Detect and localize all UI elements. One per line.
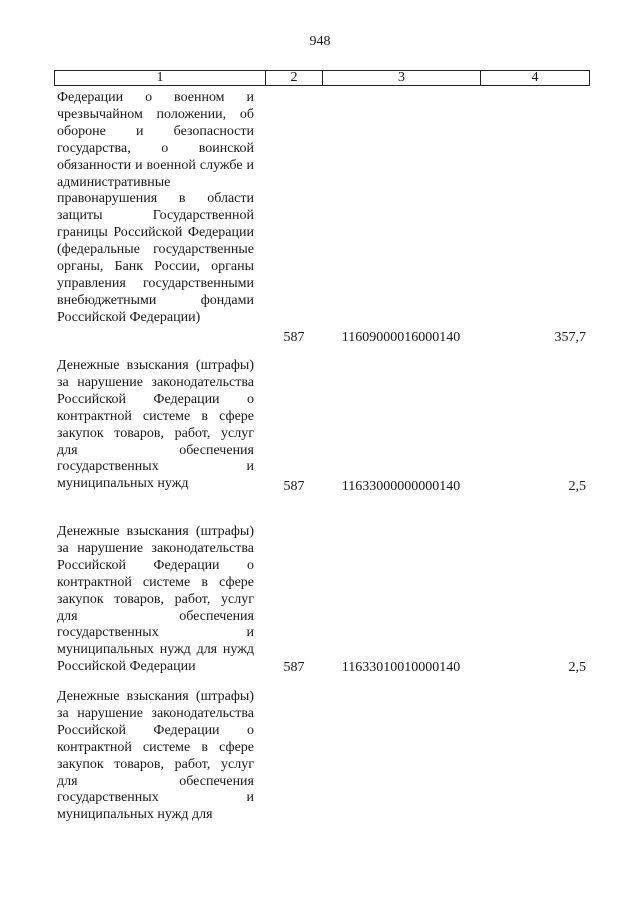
column-header-1: 1 <box>156 70 164 85</box>
column-header-row <box>54 70 590 86</box>
row-revenue-code: 11633010010000140 <box>341 660 461 675</box>
row-description: Федерации о военном и чрезвычайном положении, об обороне и безопасности государства, о воинской обязанности и военной службе и административные правонарушения в области защиты Государственной границы Российской Федерации (федеральные государственные органы, Банк России, органы управления государственными внебюджетными фондами Российской Федерации) <box>57 90 254 325</box>
row-revenue-code: 11633000000000140 <box>341 479 461 494</box>
row-description: Денежные взыскания (штрафы) за нарушение законодательства Российской Федерации о контрактной системе в сфере закупок товаров, работ, услуг для обеспечения государственных и муниципальных нужд для <box>57 689 254 823</box>
column-header-4: 4 <box>531 70 539 85</box>
column-header-2: 2 <box>290 70 298 85</box>
column-header-3: 3 <box>398 70 405 85</box>
row-admin-code: 587 <box>283 330 305 345</box>
row-admin-code: 587 <box>283 660 305 675</box>
row-description: Денежные взыскания (штрафы) за нарушение законодательства Российской Федерации о контрактной системе в сфере закупок товаров, работ, услуг для обеспечения государственных и муниципальных нужд для нужд Российской Федерации <box>57 524 254 675</box>
row-amount: 357,7 <box>554 330 586 345</box>
row-admin-code: 587 <box>283 479 305 494</box>
row-amount: 2,5 <box>568 479 586 494</box>
row-revenue-code: 11609000016000140 <box>341 330 461 345</box>
row-description: Денежные взыскания (штрафы) за нарушение законодательства Российской Федерации о контрактной системе в сфере закупок товаров, работ, услуг для обеспечения государственных и муниципальных нужд <box>57 358 254 492</box>
row-amount: 2,5 <box>568 660 586 675</box>
page-number: 948 <box>309 34 331 49</box>
